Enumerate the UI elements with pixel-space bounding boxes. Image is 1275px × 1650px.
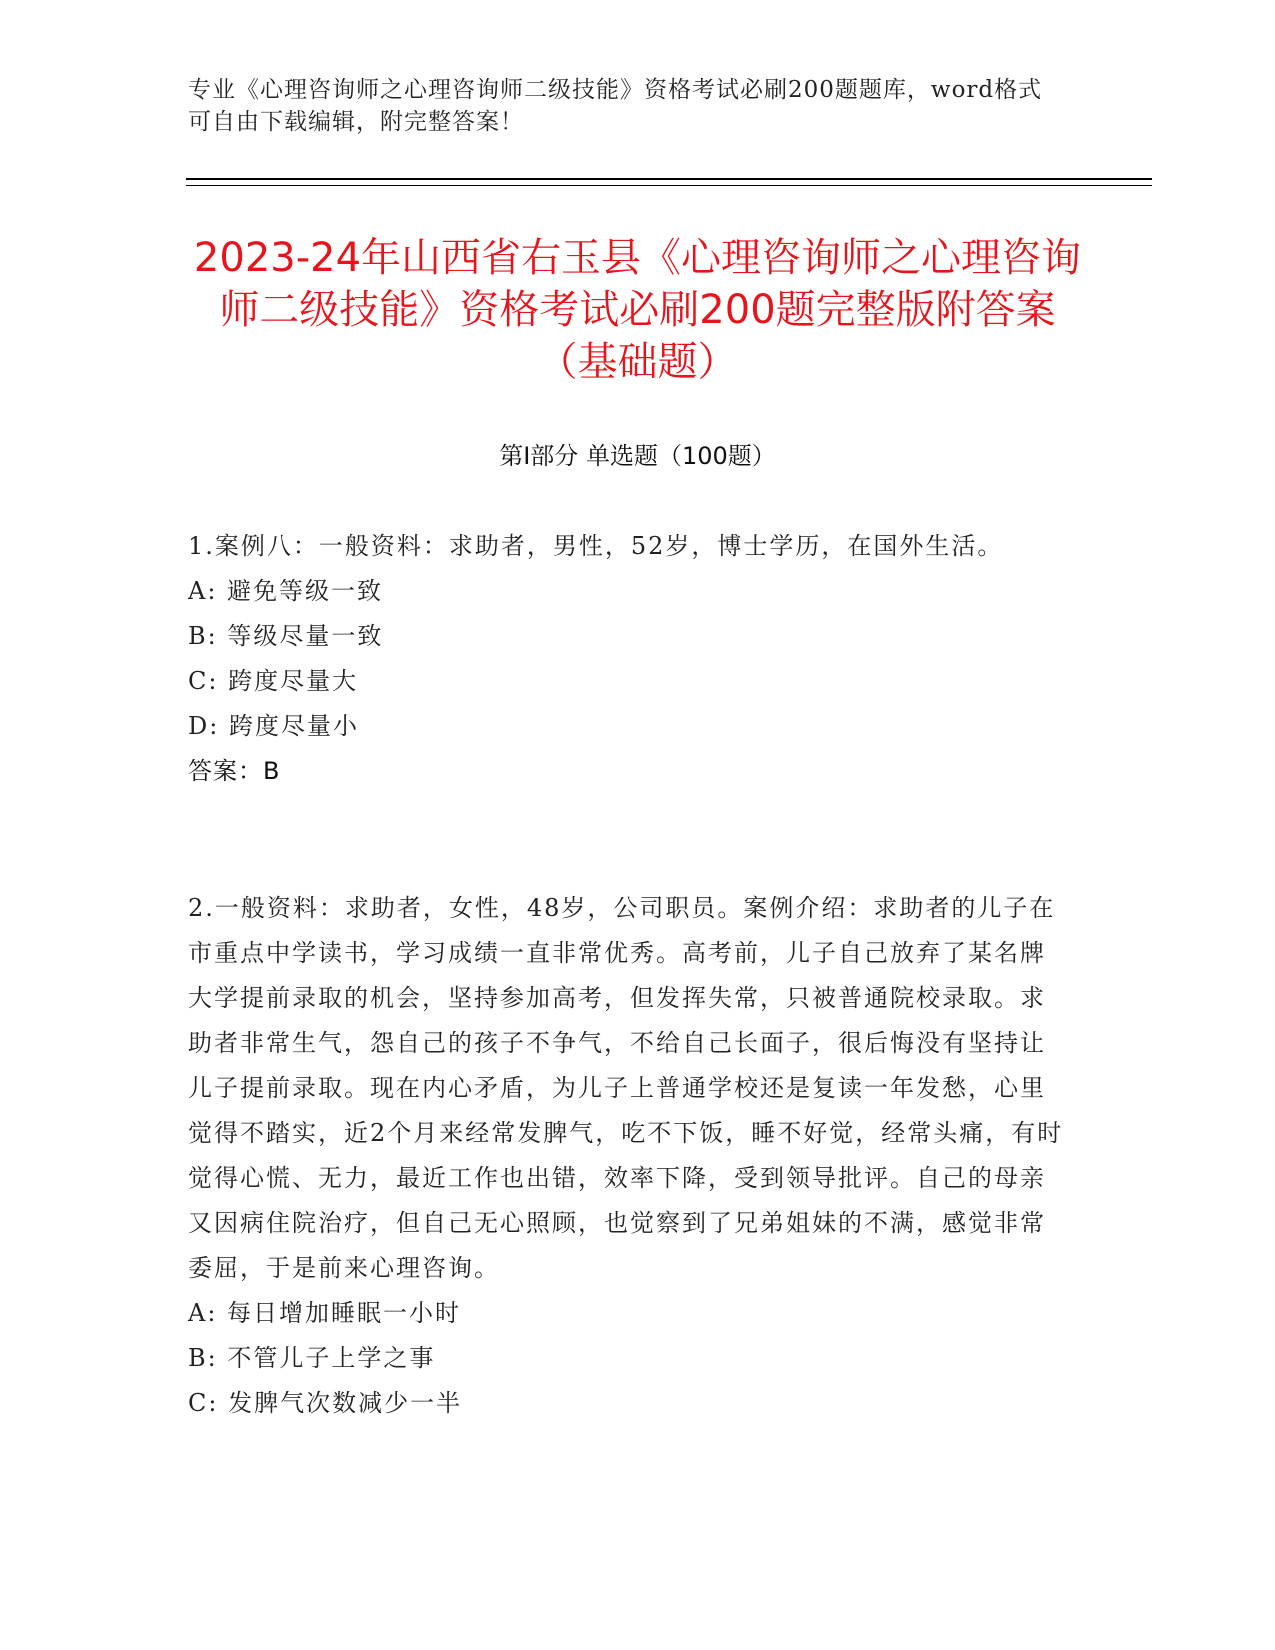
question-stem: 1.案例八：一般资料：求助者，男性，52岁，博士学历，在国外生活。 — [188, 532, 1004, 560]
option-a: A: 避免等级一致 — [188, 577, 384, 605]
option-a: A: 每日增加睡眠一小时 — [188, 1299, 462, 1327]
header-note: 专业《心理咨询师之心理咨询师二级技能》资格考试必刷200题题库，word格式可自由下载编辑，附完整答案！ — [188, 77, 1043, 135]
option-d: D: 跨度尽量小 — [188, 712, 359, 740]
option-b: B: 不管儿子上学之事 — [188, 1344, 436, 1372]
option-c: C: 发脾气次数减少一半 — [188, 1389, 463, 1417]
header-divider-thin — [186, 185, 1152, 186]
answer: 答案：B — [188, 757, 281, 785]
option-b: B: 等级尽量一致 — [188, 622, 384, 650]
question-stem: 2.一般资料：求助者，女性，48岁，公司职员。案例介绍：求助者的儿子在市重点中学读书，学习成绩一直非常优秀。高考前，儿子自己放弃了某名牌大学提前录取的机会，坚持参加高考，但发挥失常，只被普通院校录取。求助者非常生气，怨自己的孩子不争气，不给自己长面子，很后悔没有坚持让儿子提前录取。现在内心矛盾，为儿子上普通学校还是复读一年发愁，心里觉得不踏实，近2个月来经常发脾气，吃不下饭，睡不好觉，经常头痛，有时觉得心慌、无力，最近工作也出错，效率下降，受到领导批评。自己的母亲又因病住院治疗，但自己无心照顾，也觉察到了兄弟姐妹的不满，感觉非常委屈，于是前来心理咨询。 — [188, 894, 1064, 1282]
option-c: C: 跨度尽量大 — [188, 667, 359, 695]
question-2 — [188, 886, 1068, 1426]
question-1 — [188, 524, 1068, 794]
section-title: 第Ⅰ部分 单选题（100题） — [499, 442, 776, 470]
document-title: 2023-24年山西省右玉县《心理咨询师之心理咨询师二级技能》资格考试必刷200题完整版附答案（基础题） — [193, 235, 1082, 385]
header-divider-thick — [186, 178, 1152, 180]
